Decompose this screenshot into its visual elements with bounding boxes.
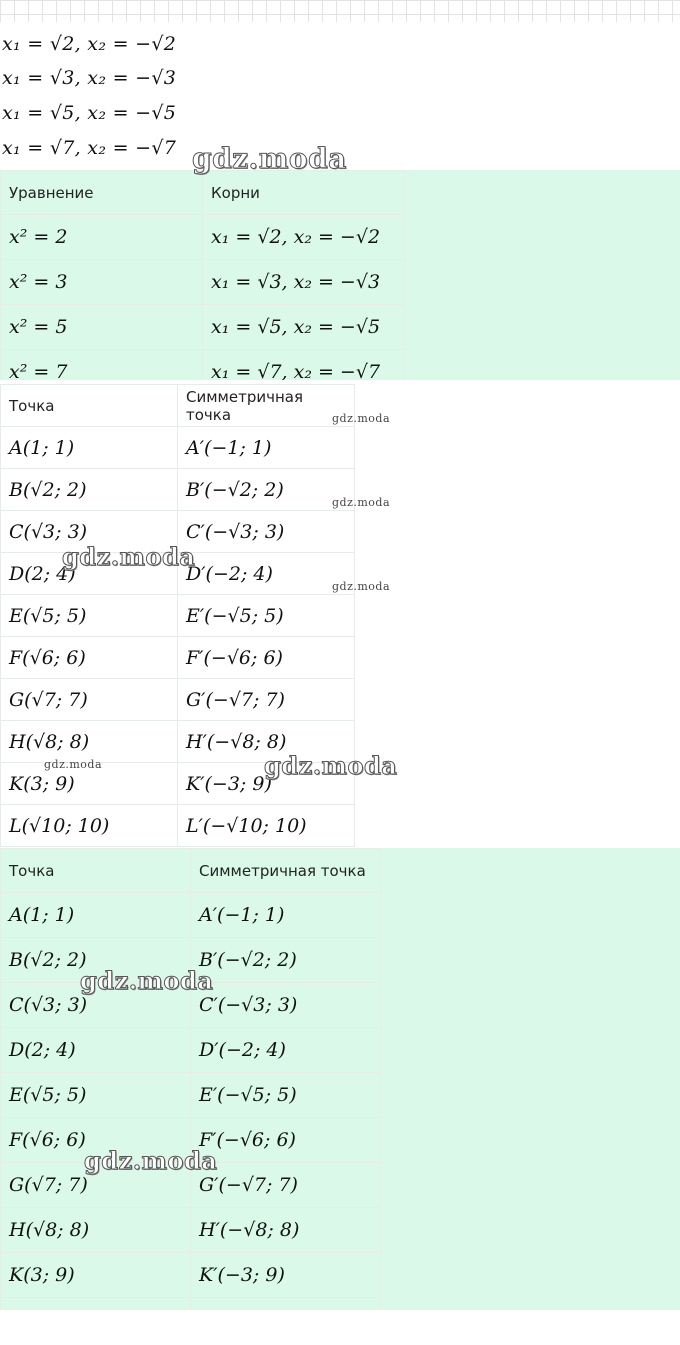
table-row (1, 469, 355, 511)
equation-cell: x² = 3 (1, 260, 203, 305)
symmetric-cell: D′(−2; 4) (178, 553, 355, 595)
roots-cell: x₁ = √2, x₂ = −√2 (203, 215, 405, 260)
header-roots: Корни (203, 171, 405, 215)
roots-cell: x₁ = √7, x₂ = −√7 (203, 350, 405, 381)
table-row (1, 1208, 381, 1253)
header-point: Точка (1, 849, 191, 893)
symmetric-cell: K′(−3; 9) (178, 763, 355, 805)
watermark: gdz.moda (332, 580, 391, 593)
header-point: Точка (1, 385, 178, 427)
table-row (1, 1298, 381, 1311)
point-cell: K(3; 9) (1, 1253, 191, 1298)
symmetric-cell: F′(−√6; 6) (191, 1118, 381, 1163)
point-cell: H(√8; 8) (1, 721, 178, 763)
table-row (1, 260, 405, 305)
equation-cell: x² = 7 (1, 350, 203, 381)
symmetric-cell: H′(−√8; 8) (191, 1208, 381, 1253)
header-symmetric-point: Симметричная точка (178, 385, 355, 427)
watermark: gdz.moda (44, 758, 103, 771)
equation-cell: x² = 2 (1, 215, 203, 260)
equations-roots-table (0, 170, 405, 380)
point-cell: K(3; 9) (1, 763, 178, 805)
grid-paper-strip (0, 0, 680, 22)
symmetric-cell: L′(−√10; 10) (178, 805, 355, 847)
point-cell: D(2; 4) (1, 553, 178, 595)
table-row (1, 427, 355, 469)
point-cell (1, 1298, 191, 1311)
table-row (1, 215, 405, 260)
table-row (1, 595, 355, 637)
table-row (1, 805, 355, 847)
symmetric-cell (191, 1298, 381, 1311)
symmetric-cell: A′(−1; 1) (178, 427, 355, 469)
point-cell: B(√2; 2) (1, 469, 178, 511)
symmetric-cell: A′(−1; 1) (191, 893, 381, 938)
roots-cell: x₁ = √3, x₂ = −√3 (203, 260, 405, 305)
symmetric-cell: G′(−√7; 7) (178, 679, 355, 721)
symmetric-cell: K′(−3; 9) (191, 1253, 381, 1298)
point-cell: G(√7; 7) (1, 679, 178, 721)
point-cell: B(√2; 2) (1, 938, 191, 983)
symmetric-cell: B′(−√2; 2) (191, 938, 381, 983)
point-cell: D(2; 4) (1, 1028, 191, 1073)
symmetric-cell: F′(−√6; 6) (178, 637, 355, 679)
symmetric-cell: D′(−2; 4) (191, 1028, 381, 1073)
symmetric-cell: G′(−√7; 7) (191, 1163, 381, 1208)
equation-line: x₁ = √3, x₂ = −√3 (2, 67, 177, 89)
point-cell: H(√8; 8) (1, 1208, 191, 1253)
watermark: gdz.moda (192, 142, 347, 175)
equation-line: x₁ = √5, x₂ = −√5 (2, 102, 177, 124)
symmetric-cell: C′(−√3; 3) (191, 983, 381, 1028)
point-cell: A(1; 1) (1, 427, 178, 469)
symmetric-points-table-2 (0, 848, 381, 1310)
watermark: gdz.moda (332, 496, 391, 509)
symmetric-cell: B′(−√2; 2) (178, 469, 355, 511)
point-cell: F(√6; 6) (1, 1118, 191, 1163)
symmetric-cell: E′(−√5; 5) (178, 595, 355, 637)
symmetric-cell: C′(−√3; 3) (178, 511, 355, 553)
table-row (1, 637, 355, 679)
table-row (1, 679, 355, 721)
equation-cell: x² = 5 (1, 305, 203, 350)
table-row (1, 305, 405, 350)
point-cell: L(√10; 10) (1, 805, 178, 847)
equations-roots-table-clip (0, 170, 680, 380)
table-row (1, 1073, 381, 1118)
watermark: gdz.moda (332, 412, 391, 425)
point-cell: E(√5; 5) (1, 1073, 191, 1118)
watermark: gdz.moda (80, 966, 214, 995)
point-cell: A(1; 1) (1, 893, 191, 938)
header-equation: Уравнение (1, 171, 203, 215)
equation-line: x₁ = √7, x₂ = −√7 (2, 137, 177, 159)
watermark: gdz.moda (264, 751, 398, 780)
watermark: gdz.moda (62, 542, 196, 571)
point-cell: C(√3; 3) (1, 511, 178, 553)
symmetric-points-table-2-clip (0, 848, 680, 1310)
symmetric-cell: H′(−√8; 8) (178, 721, 355, 763)
watermark: gdz.moda (84, 1146, 218, 1175)
point-cell: C(√3; 3) (1, 983, 191, 1028)
header-symmetric-point: Симметричная точка (191, 849, 381, 893)
roots-cell: x₁ = √5, x₂ = −√5 (203, 305, 405, 350)
point-cell: F(√6; 6) (1, 637, 178, 679)
table-row (1, 1028, 381, 1073)
symmetric-cell: E′(−√5; 5) (191, 1073, 381, 1118)
table-row (1, 1253, 381, 1298)
point-cell: E(√5; 5) (1, 595, 178, 637)
point-cell: G(√7; 7) (1, 1163, 191, 1208)
table-row (1, 350, 405, 381)
table-row (1, 893, 381, 938)
equation-line: x₁ = √2, x₂ = −√2 (2, 33, 177, 55)
